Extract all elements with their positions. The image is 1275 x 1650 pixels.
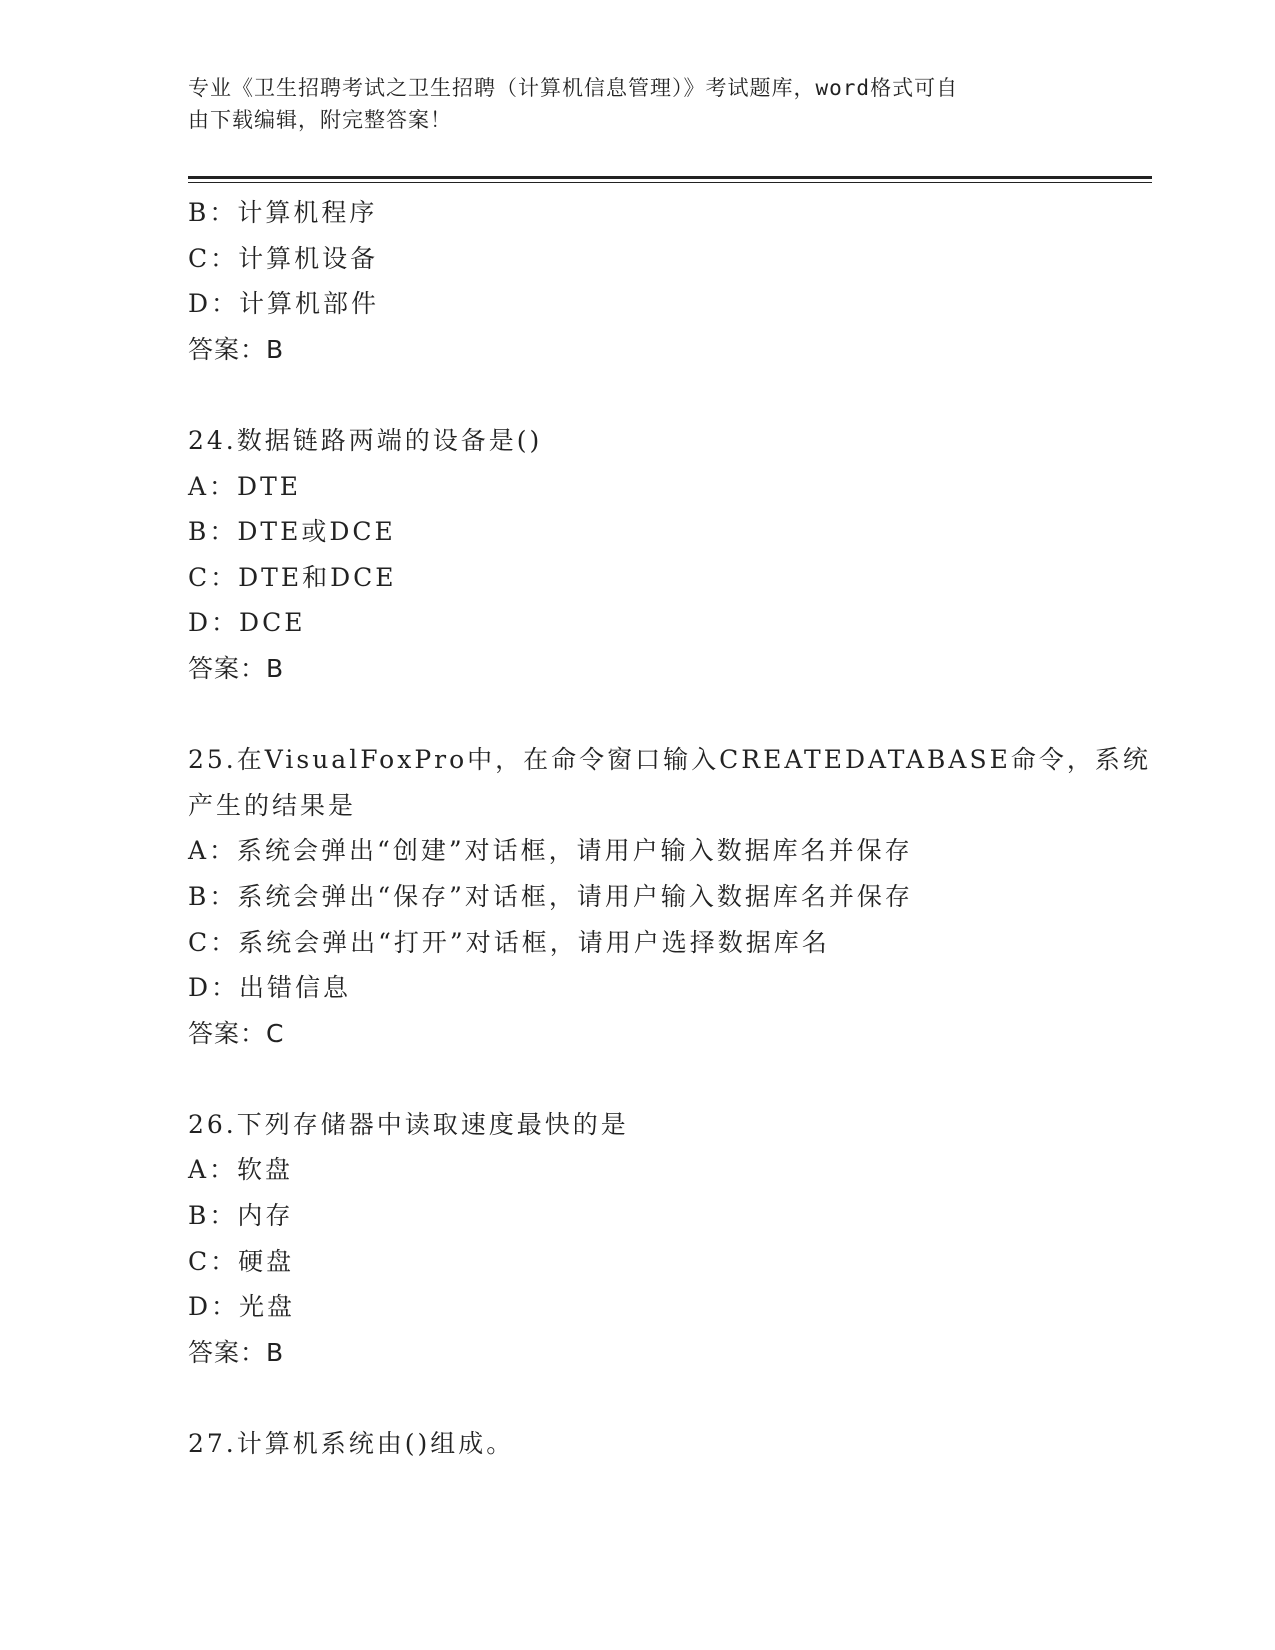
option-d: D：出错信息 [188,973,352,1003]
header-divider-thick [188,176,1152,179]
option-a: A：软盘 [188,1155,294,1185]
answer-line: 答案：B [188,653,285,683]
question-stem: 27.计算机系统由()组成。 [188,1429,515,1459]
question-block-prev [188,190,1088,372]
option-b: B：内存 [188,1201,294,1231]
option-b: B：计算机程序 [188,198,378,227]
question-block-27 [188,1421,1088,1467]
option-b: B：DTE或DCE [188,517,396,547]
answer-line: 答案：B [188,334,285,364]
header-line-1: 专业《卫生招聘考试之卫生招聘（计算机信息管理）》考试题库，word格式可自 [188,76,959,100]
option-c: C：硬盘 [188,1246,295,1276]
option-d: D：DCE [188,608,306,638]
option-c: C：DTE和DCE [188,562,397,592]
question-block-24 [188,418,1088,692]
question-stem: 25.在VisualFoxPro中，在命令窗口输入CREATEDATABASE命令，系统 [188,745,1151,775]
question-stem-continued: 产生的结果是 [188,790,357,820]
document-header [188,72,1068,136]
option-a: A：DTE [188,471,302,501]
header-line-2: 由下载编辑，附完整答案！ [188,108,452,132]
spacer [188,1056,1088,1102]
option-d: D：计算机部件 [188,289,380,319]
answer-line: 答案：C [188,1018,285,1048]
question-block-25 [188,737,1151,1056]
spacer [188,372,1088,418]
option-b: B：系统会弹出“保存”对话框，请用户输入数据库名并保存 [188,881,913,911]
spacer [188,692,1088,738]
answer-line: 答案：B [188,1337,285,1367]
option-c: C：系统会弹出“打开”对话框，请用户选择数据库名 [188,927,830,957]
question-stem: 26.下列存储器中读取速度最快的是 [188,1109,629,1139]
document-body [188,190,1151,1467]
spacer [188,1375,1088,1421]
option-c: C：计算机设备 [188,243,379,273]
option-d: D：光盘 [188,1292,296,1322]
question-stem: 24.数据链路两端的设备是() [188,425,543,455]
header-divider-thin [188,182,1152,183]
question-block-26 [188,1102,1088,1376]
option-a: A：系统会弹出“创建”对话框，请用户输入数据库名并保存 [188,836,913,866]
